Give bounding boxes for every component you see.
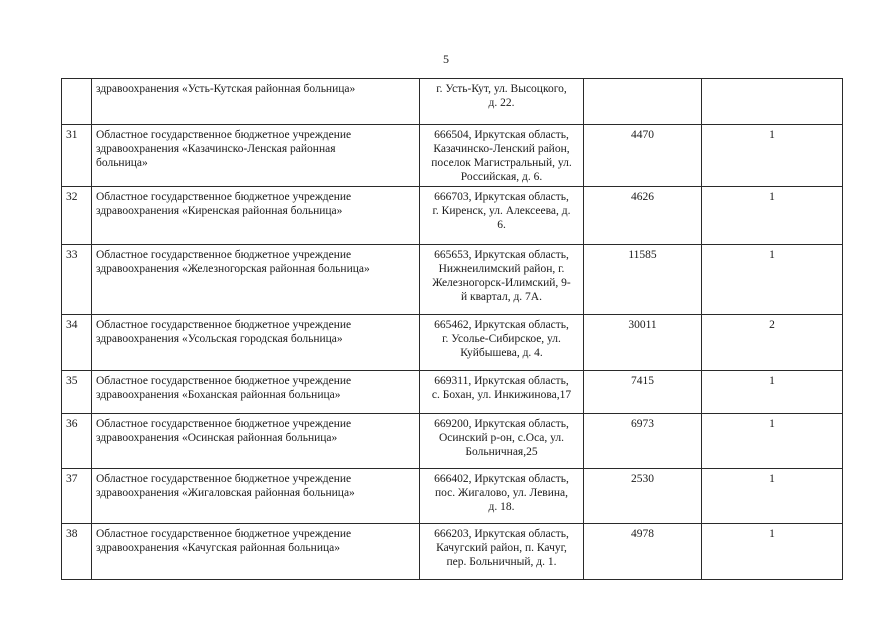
address-line: 666504, Иркутская область, [434,129,569,141]
population-cell: 7415 [584,371,702,414]
name-line: здравоохранения «Качугская районная больница» [96,542,340,554]
address-line: Куйбышева, д. 4. [460,347,543,359]
population-cell: 11585 [584,245,702,315]
count-cell: 1 [702,469,843,524]
count-cell: 1 [702,371,843,414]
institution-name-cell [92,371,420,414]
population-cell: 30011 [584,315,702,371]
count-cell [702,79,843,125]
count-cell: 1 [702,524,843,580]
name-line: здравоохранения «Жигаловская районная больница» [96,487,355,499]
address-line: 669311, Иркутская область, [434,375,569,387]
address-line: пос. Жигалово, ул. Левина, [434,487,569,499]
table-row [62,79,843,125]
address-line: 666203, Иркутская область, [434,528,569,540]
address-line: пер. Больничный, д. 1. [446,556,557,568]
name-line: Областное государственное бюджетное учреждение [96,249,352,261]
name-line: больница» [96,157,148,169]
name-line: здравоохранения «Осинская районная больница» [96,432,338,444]
address-line: Нижнеилимский район, г. [438,263,565,275]
address-line: 666402, Иркутская область, [434,473,569,485]
address-cell [420,524,584,580]
row-number-cell [62,79,92,125]
address-line: Качугский район, п. Качуг, [436,542,567,554]
address-cell [420,315,584,371]
population-cell: 4978 [584,524,702,580]
row-number-cell: 37 [62,469,92,524]
population-cell: 4470 [584,125,702,187]
row-number-cell: 31 [62,125,92,187]
count-cell: 1 [702,414,843,469]
page-number: 5 [443,52,449,66]
name-line: здравоохранения «Киренская районная больница» [96,205,343,217]
institution-name-cell [92,125,420,187]
table-row [62,414,843,469]
name-line: Областное государственное бюджетное учреждение [96,473,352,485]
table-row [62,371,843,414]
count-cell: 1 [702,187,843,245]
population-cell [584,79,702,125]
address-line: г. Киренск, ул. Алексеева, д. [432,205,571,217]
count-cell: 2 [702,315,843,371]
name-line: Областное государственное бюджетное учреждение [96,375,352,387]
address-line: Осинский р-он, с.Оса, ул. [438,432,565,444]
hospital-table [61,78,843,580]
address-cell [420,245,584,315]
table-row [62,315,843,371]
name-line: Областное государственное бюджетное учреждение [96,191,352,203]
name-line: Областное государственное бюджетное учреждение [96,129,352,141]
institution-name-cell [92,245,420,315]
row-number-cell: 38 [62,524,92,580]
address-cell [420,371,584,414]
address-line: й квартал, д. 7А. [461,291,542,303]
table-row [62,469,843,524]
address-cell [420,414,584,469]
row-number-cell: 34 [62,315,92,371]
name-line: здравоохранения «Боханская районная больница» [96,389,341,401]
address-line: 665462, Иркутская область, [434,319,569,331]
institution-name-cell [92,79,420,125]
institution-name-cell [92,524,420,580]
population-cell: 4626 [584,187,702,245]
name-line: здравоохранения «Усть-Кутская районная больница» [96,83,356,95]
address-line: г. Усолье-Сибирское, ул. [442,333,561,345]
address-line: д. 18. [488,501,515,513]
institution-name-cell [92,315,420,371]
institution-name-cell [92,187,420,245]
address-line: 666703, Иркутская область, [434,191,569,203]
address-cell [420,125,584,187]
address-cell [420,187,584,245]
address-line: Железногорск-Илимский, 9- [432,277,571,289]
address-line: д. 22. [488,97,515,109]
address-cell [420,79,584,125]
table-row [62,187,843,245]
address-line: Казачинско-Ленский район, [433,143,570,155]
address-line: с. Бохан, ул. Инкижинова,17 [431,389,572,401]
name-line: Областное государственное бюджетное учреждение [96,528,352,540]
table-row [62,524,843,580]
population-cell: 6973 [584,414,702,469]
row-number-cell: 32 [62,187,92,245]
row-number-cell: 36 [62,414,92,469]
name-line: Областное государственное бюджетное учреждение [96,418,352,430]
address-line: 665653, Иркутская область, [434,249,569,261]
table-row [62,245,843,315]
row-number-cell: 33 [62,245,92,315]
row-number-cell: 35 [62,371,92,414]
name-line: здравоохранения «Усольская городская больница» [96,333,343,345]
address-line: 669200, Иркутская область, [434,418,569,430]
name-line: здравоохранения «Железногорская районная больница» [96,263,370,275]
address-line: Российская, д. 6. [460,171,543,183]
address-line: 6. [497,219,506,231]
address-cell [420,469,584,524]
address-line: поселок Магистральный, ул. [431,157,572,169]
name-line: Областное государственное бюджетное учреждение [96,319,352,331]
count-cell: 1 [702,125,843,187]
population-cell: 2530 [584,469,702,524]
count-cell: 1 [702,245,843,315]
name-line: здравоохранения «Казачинско-Ленская районная [96,143,336,155]
table-row [62,125,843,187]
institution-name-cell [92,469,420,524]
address-line: г. Усть-Кут, ул. Высоцкого, [436,83,567,95]
institution-name-cell [92,414,420,469]
address-line: Больничная,25 [465,446,538,458]
